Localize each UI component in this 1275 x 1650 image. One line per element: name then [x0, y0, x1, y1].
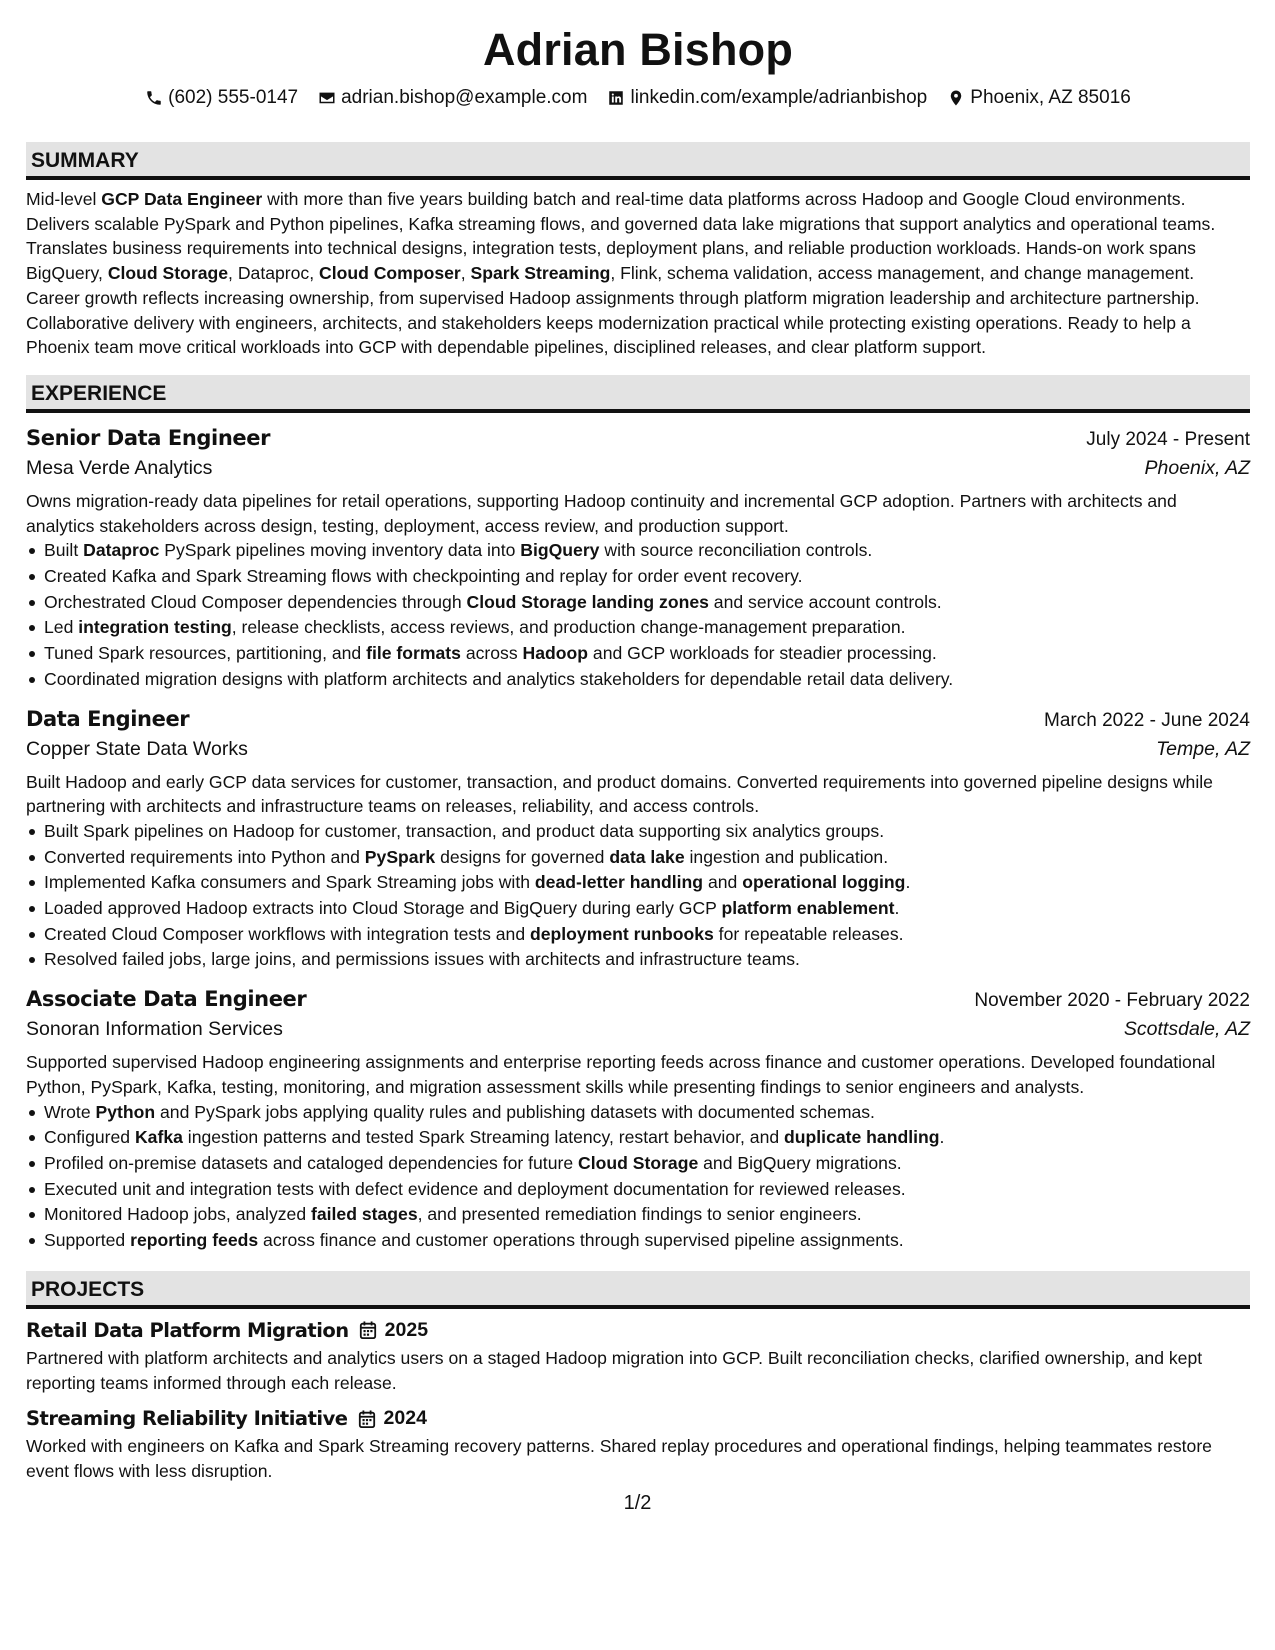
job-bullet: Configured Kafka ingestion patterns and tested Spark Streaming latency, restart behavior, and duplicate handling.	[26, 1125, 1250, 1151]
job-bullet: Built Dataproc PySpark pipelines moving inventory data into BigQuery with source reconciliation controls.	[26, 538, 1250, 564]
project-entry	[26, 1319, 1250, 1395]
job-description: Built Hadoop and early GCP data services for customer, transaction, and product domains. Converted requirements into governed pipeline designs while partnering with architects and infrastructure teams on releases, reliability, and access controls.	[26, 771, 1213, 817]
job-bullet: Led integration testing, release checklists, access reviews, and production change-management preparation.	[26, 615, 1250, 641]
section-heading-summary: SUMMARY	[26, 142, 1250, 180]
section-heading-projects: PROJECTS	[26, 1271, 1250, 1309]
summary-text: Mid-level GCP Data Engineer with more than five years building batch and real-time data platforms across Hadoop and Google Cloud environments. Delivers scalable PySpark and Python pipelines, Kafka streaming flows, and governed data lake migrations that support analytics and operational teams. Translates business requirements into technical designs, integration tests, deployment plans, and reliable production workloads. Hands-on work spans BigQuery, Cloud Storage, Dataproc, Cloud Composer, Spark Streaming, Flink, schema validation, access management, and change management. Career growth reflects increasing ownership, from supervised Hadoop assignments through platform migration leadership and architecture partnership. Collaborative delivery with engineers, architects, and stakeholders keeps modernization practical while protecting existing operations. Ready to help a Phoenix team move critical workloads into GCP with dependable pipelines, disciplined releases, and clear platform support.	[26, 189, 1216, 358]
project-year	[358, 1407, 427, 1430]
job-title: Senior Data Engineer	[26, 425, 271, 450]
page-number: 1/2	[623, 1492, 652, 1514]
contact-phone	[145, 87, 298, 109]
job-bullet: Coordinated migration designs with platform architects and analytics stakeholders for dependable retail data delivery.	[26, 667, 1250, 693]
project-name: Retail Data Platform Migration	[26, 1318, 349, 1342]
job-subheader	[26, 1018, 1250, 1041]
job-header	[26, 987, 1250, 1012]
project-entry	[26, 1407, 1250, 1483]
linkedin-link[interactable]: linkedin.com/example/adrianbishop	[630, 87, 928, 108]
project-description: Worked with engineers on Kafka and Spark Streaming recovery patterns. Shared replay procedures and operational findings, helping teammates restore event flows with less disruption.	[26, 1436, 1212, 1481]
linkedin-icon	[607, 89, 625, 107]
job-bullet: Profiled on-premise datasets and cataloged dependencies for future Cloud Storage and BigQuery migrations.	[26, 1151, 1250, 1177]
job-bullet: Implemented Kafka consumers and Spark Streaming jobs with dead-letter handling and operational logging.	[26, 870, 1250, 896]
job-bullet: Orchestrated Cloud Composer dependencies through Cloud Storage landing zones and service account controls.	[26, 590, 1250, 616]
job-dates: November 2020 - February 2022	[974, 990, 1250, 1012]
contact-location	[947, 87, 1131, 109]
job-bullet: Tuned Spark resources, partitioning, and file formats across Hadoop and GCP workloads for steadier processing.	[26, 641, 1250, 667]
contact-email[interactable]	[318, 87, 587, 109]
job-location: Phoenix, AZ	[1144, 456, 1250, 479]
job-dates: July 2024 - Present	[1086, 428, 1250, 450]
project-year	[359, 1319, 428, 1342]
job-subheader	[26, 457, 1250, 480]
job-title: Data Engineer	[26, 706, 190, 731]
experience-list	[26, 426, 1250, 1254]
map-pin-icon	[947, 89, 965, 107]
job-header	[26, 426, 1250, 451]
job-bullet: Supported reporting feeds across finance and customer operations through supervised pipeline assignments.	[26, 1228, 1250, 1254]
calendar-icon	[359, 1320, 377, 1340]
project-year-text: 2024	[383, 1407, 427, 1430]
job-bullet: Converted requirements into Python and PySpark designs for governed data lake ingestion and publication.	[26, 845, 1250, 871]
job-company: Copper State Data Works	[26, 737, 248, 760]
projects-list	[26, 1319, 1250, 1484]
project-name: Streaming Reliability Initiative	[26, 1407, 348, 1431]
job-bullet: Built Spark pipelines on Hadoop for customer, transaction, and product data supporting six analytics groups.	[26, 819, 1250, 845]
job-entry	[26, 707, 1250, 974]
job-description: Supported supervised Hadoop engineering assignments and enterprise reporting feeds across finance and customer operations. Developed foundational Python, PySpark, Kafka, testing, monitoring, and migration assessment skills while presenting findings to senior engineers and analysts.	[26, 1052, 1216, 1097]
job-location: Scottsdale, AZ	[1123, 1018, 1250, 1041]
project-header	[26, 1407, 1250, 1430]
job-bullet: Executed unit and integration tests with defect evidence and deployment documentation for reviewed releases.	[26, 1177, 1250, 1203]
email-link[interactable]: adrian.bishop@example.com	[341, 87, 588, 108]
phone-text: (602) 555-0147	[168, 87, 299, 108]
job-entry	[26, 987, 1250, 1254]
contact-linkedin[interactable]	[607, 87, 927, 109]
project-header	[26, 1319, 1250, 1342]
job-bullets	[26, 538, 1250, 692]
job-subheader	[26, 738, 1250, 761]
job-bullet: Resolved failed jobs, large joins, and permissions issues with architects and infrastructure teams.	[26, 947, 1250, 973]
project-description: Partnered with platform architects and analytics users on a staged Hadoop migration into GCP. Built reconciliation checks, clarified ownership, and kept reporting teams informed through each release.	[26, 1347, 1203, 1393]
job-company: Sonoran Information Services	[26, 1018, 283, 1041]
job-company: Mesa Verde Analytics	[26, 456, 213, 479]
phone-icon	[145, 89, 163, 107]
location-text: Phoenix, AZ 85016	[970, 87, 1131, 108]
job-bullets	[26, 819, 1250, 973]
candidate-name: Adrian Bishop	[482, 24, 794, 75]
job-bullet: Monitored Hadoop jobs, analyzed failed stages, and presented remediation findings to senior engineers.	[26, 1202, 1250, 1228]
job-title: Associate Data Engineer	[26, 987, 307, 1012]
job-entry	[26, 426, 1250, 693]
job-bullet: Created Cloud Composer workflows with integration tests and deployment runbooks for repeatable releases.	[26, 922, 1250, 948]
calendar-icon	[358, 1409, 376, 1429]
job-bullet: Loaded approved Hadoop extracts into Cloud Storage and BigQuery during early GCP platform enablement.	[26, 896, 1250, 922]
job-dates: March 2022 - June 2024	[1044, 709, 1250, 731]
job-bullet: Created Kafka and Spark Streaming flows with checkpointing and replay for order event recovery.	[26, 564, 1250, 590]
job-description: Owns migration-ready data pipelines for retail operations, supporting Hadoop continuity and incremental GCP adoption. Partners with architects and analytics stakeholders across design, testing, deployment, access review, and production support.	[26, 490, 1177, 536]
resume-page	[26, 0, 1250, 1484]
job-location: Tempe, AZ	[1156, 737, 1250, 760]
job-bullet: Wrote Python and PySpark jobs applying quality rules and publishing datasets with documented schemas.	[26, 1100, 1250, 1126]
job-header	[26, 707, 1250, 732]
project-year-text: 2025	[384, 1318, 429, 1341]
section-heading-experience: EXPERIENCE	[26, 375, 1250, 413]
envelope-icon	[318, 89, 336, 107]
job-bullets	[26, 1100, 1250, 1254]
contact-bar	[26, 84, 1250, 112]
